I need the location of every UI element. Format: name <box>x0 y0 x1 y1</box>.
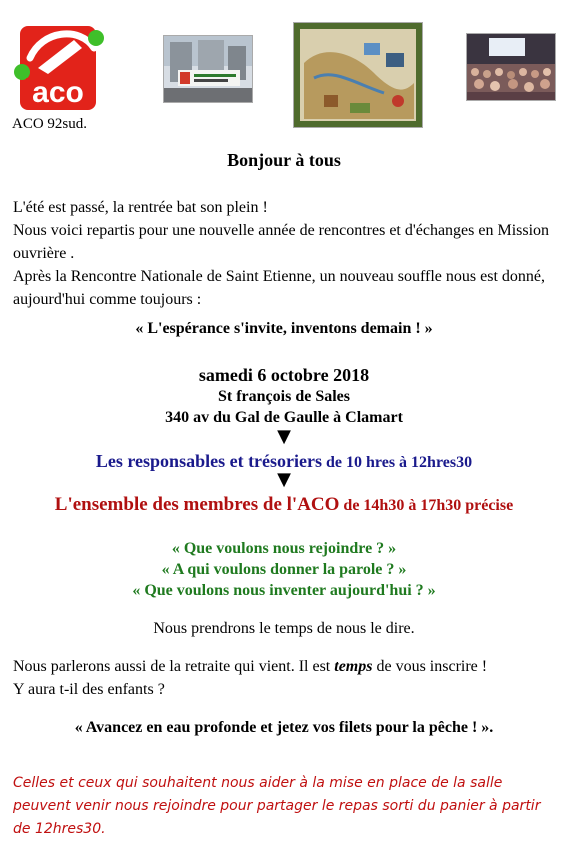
audience-photo <box>466 33 556 101</box>
take-time-text: Nous prendrons le temps de nous le dire. <box>153 620 415 637</box>
event-venue: St françois de Sales <box>218 388 350 405</box>
greeting-title: Bonjour à tous <box>227 150 341 170</box>
intro-text <box>13 196 563 311</box>
retirement-line-1 <box>13 655 563 678</box>
intro-line-3: Après la Rencontre Nationale de Saint Etienne, un nouveau souffle nous est donné, aujourd'hui comme toujours : <box>13 268 546 308</box>
theme-quote: « L'espérance s'invite, inventons demain ! » <box>135 320 433 337</box>
intro-line-1: L'été est passé, la rentrée bat son plein ! <box>13 199 268 216</box>
question-1: « Que voulons nous rejoindre ? » <box>171 540 397 557</box>
aco-logo <box>12 18 106 114</box>
retirement-after: de vous inscrire ! <box>372 658 488 675</box>
retirement-line-2: Y aura t-il des enfants ? <box>13 681 165 698</box>
intro-line-2: Nous voici repartis pour une nouvelle année de rencontres et d'échanges en Mission ouvrière . <box>13 222 550 262</box>
question-2: « A qui voulons donner la parole ? » <box>161 561 407 578</box>
question-3: « Que voulons nous inventer aujourd'hui ? » <box>132 582 436 599</box>
members-label: L'ensemble des membres de l'ACO <box>54 494 340 515</box>
responsables-time: de 10 hres à 12hres30 <box>322 454 473 471</box>
logo-text: aco <box>32 76 84 109</box>
retirement-text <box>13 655 563 701</box>
down-arrow-icon: ▼ <box>277 426 291 447</box>
retirement-before: Nous parlerons aussi de la retraite qui vient. Il est <box>13 658 335 675</box>
help-invitation: Celles et ceux qui souhaitent nous aider à la mise en place de la salle peuvent venir nous rejoindre pour partager le repas sorti du panier à partir de 12hres30. <box>13 775 541 837</box>
members-time: de 14h30 à 17h30 précise <box>339 497 514 514</box>
retirement-emphasis: temps <box>334 658 373 675</box>
map-photo <box>293 22 423 128</box>
event-address: 340 av du Gal de Gaulle à Clamart <box>165 409 403 426</box>
members-schedule <box>0 494 568 516</box>
bible-quote: « Avancez en eau profonde et jetez vos filets pour la pêche ! ». <box>74 719 494 736</box>
responsables-label: Les responsables et trésoriers <box>95 451 323 471</box>
logo-caption: ACO 92sud. <box>12 116 88 132</box>
event-date: samedi 6 octobre 2018 <box>198 365 370 385</box>
down-arrow-icon: ▼ <box>277 469 291 490</box>
banner-photo <box>163 35 253 103</box>
